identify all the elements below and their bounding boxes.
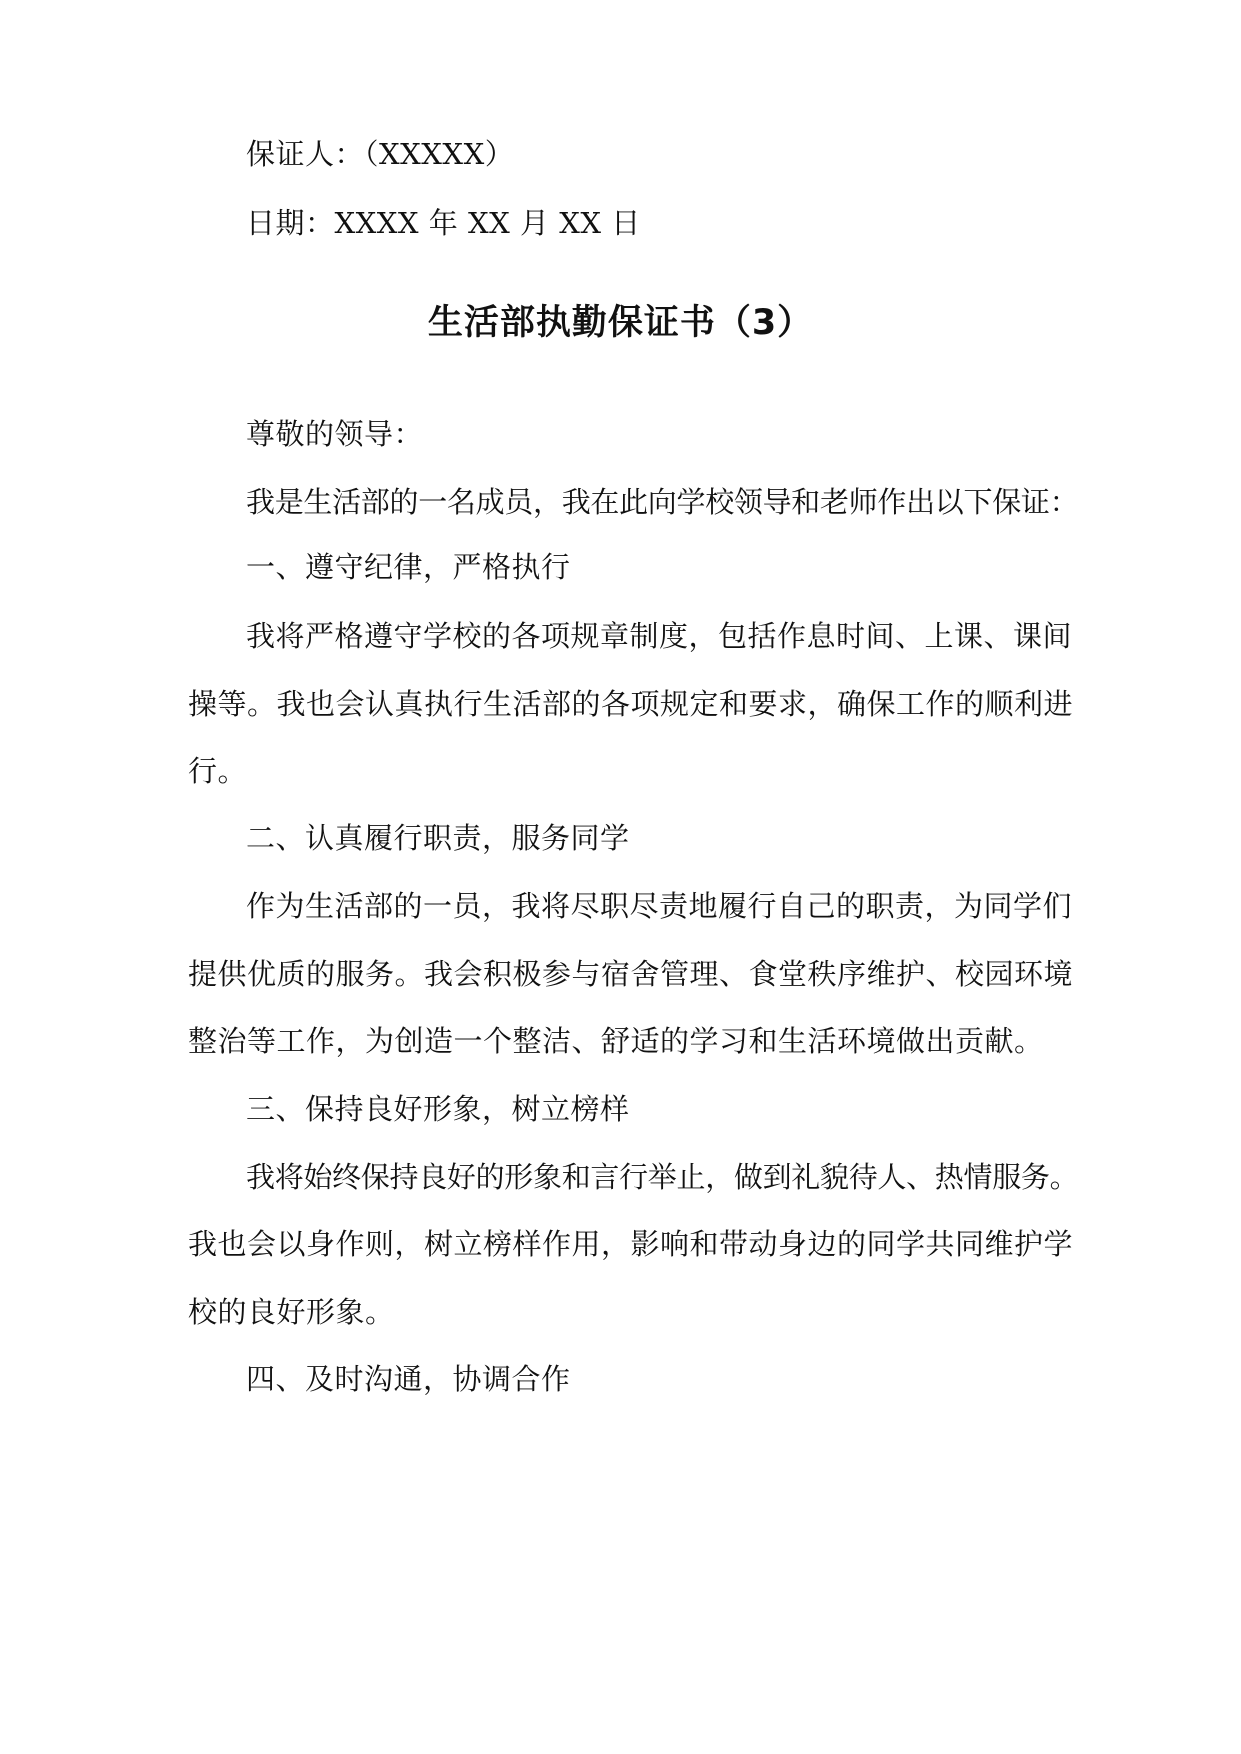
guarantor-line: 保证人：（XXXXX） <box>246 137 515 171</box>
section-2-line-3: 整治等工作，为创造一个整洁、舒适的学习和生活环境做出贡献。 <box>188 1024 1044 1058</box>
page-title: 生活部执勤保证书（3） <box>427 303 814 343</box>
salutation: 尊敬的领导： <box>246 417 424 451</box>
intro-paragraph: 我是生活部的一名成员，我在此向学校领导和老师作出以下保证： <box>246 485 1079 519</box>
section-heading-3: 三、保持良好形象，树立榜样 <box>246 1092 630 1126</box>
section-3-line-2: 我也会以身作则，树立榜样作用，影响和带动身边的同学共同维护学 <box>188 1227 1074 1261</box>
date-line: 日期：XXXX 年 XX 月 XX 日 <box>246 206 641 240</box>
section-2-line-1: 作为生活部的一员，我将尽职尽责地履行自己的职责，为同学们 <box>246 889 1073 923</box>
section-heading-4: 四、及时沟通，协调合作 <box>246 1362 571 1396</box>
section-1-line-1: 我将严格遵守学校的各项规章制度，包括作息时间、上课、课间 <box>246 619 1073 653</box>
section-2-line-2: 提供优质的服务。我会积极参与宿舍管理、食堂秩序维护、校园环境 <box>188 957 1074 991</box>
section-3-line-1: 我将始终保持良好的形象和言行举止，做到礼貌待人、热情服务。 <box>246 1160 1079 1194</box>
section-1-line-2: 操等。我也会认真执行生活部的各项规定和要求，确保工作的顺利进 <box>188 687 1074 721</box>
section-1-line-3: 行。 <box>188 754 248 788</box>
section-3-line-3: 校的良好形象。 <box>188 1295 395 1329</box>
section-heading-2: 二、认真履行职责，服务同学 <box>246 821 630 855</box>
section-heading-1: 一、遵守纪律，严格执行 <box>246 550 571 584</box>
